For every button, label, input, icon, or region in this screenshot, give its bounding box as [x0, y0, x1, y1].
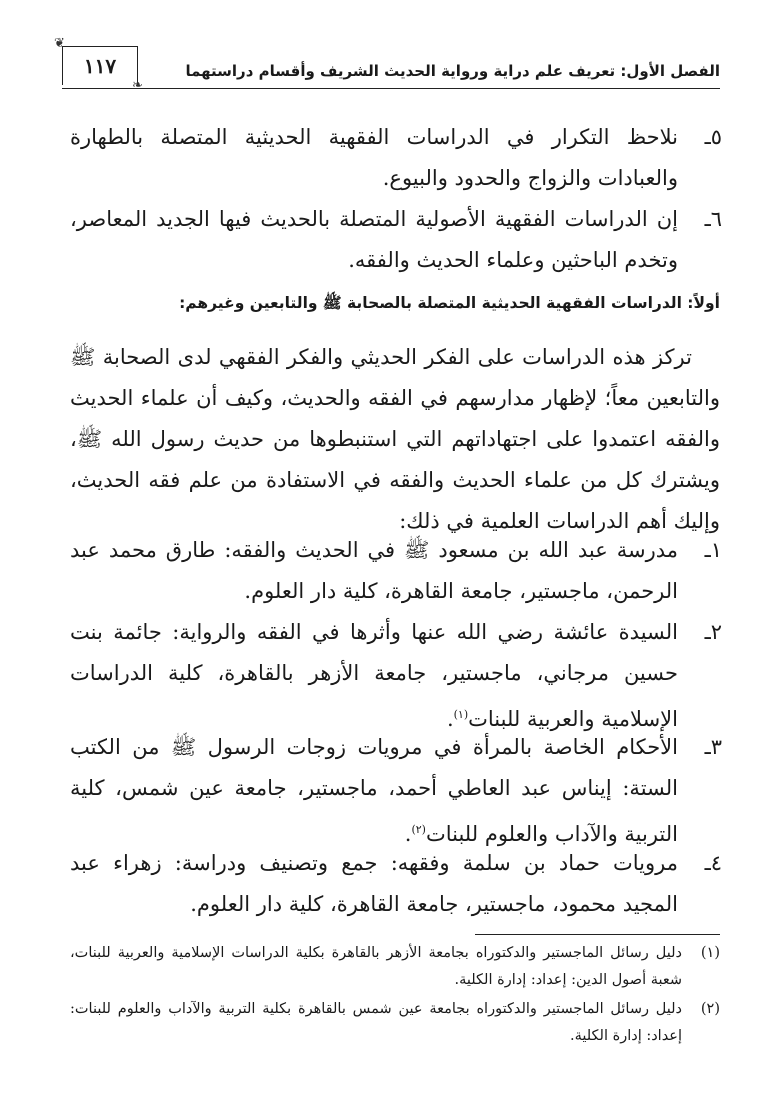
footnote-number: (١)	[700, 945, 720, 961]
list-item	[70, 612, 720, 740]
footnote-rule	[475, 934, 720, 935]
corner-ornament-icon: ❦	[54, 36, 65, 51]
item-text: إن الدراسات الفقهية الأصولية المتصلة بالحديث فيها الجديد المعاصر، وتخدم الباحثين وعلماء الحديث والفقه.	[70, 207, 678, 272]
list-item	[70, 843, 720, 925]
footnote-number: (٢)	[700, 1001, 720, 1017]
item-number: ٦ـ	[704, 207, 722, 231]
item-number: ١ـ	[704, 538, 722, 562]
header-rule	[62, 88, 720, 89]
footnote-ref: (١)	[453, 708, 469, 721]
page-number-box	[62, 46, 138, 85]
body-paragraph: تركز هذه الدراسات على الفكر الحديثي والفكر الفقهي لدى الصحابة ﷺ والتابعين معاً؛ لإظهار مدارسهم في الفقه والحديث، وكيف أن علماء الحديث والفقه اعتمدوا على اجتهاداتهم التي استنبطوها من حديث رسول الله ﷺ، ويشترك كل من علماء الحديث والفقه في الاستفادة من علم فقه الحديث، وإليك أهم الدراسات العلمية في ذلك:	[70, 345, 721, 533]
footnote-ref: (٢)	[411, 823, 426, 836]
section-heading: أولاً: الدراسات الفقهية الحديثية المتصلة بالصحابة ﷺ والتابعين وغيرهم:	[179, 294, 720, 312]
list-item	[70, 530, 720, 612]
footnote	[70, 996, 720, 1050]
list-item	[70, 199, 720, 281]
item-text: الأحكام الخاصة بالمرأة في مرويات زوجات الرسول ﷺ من الكتب الستة: إيناس عبد العاطي أحمد، ماجستير، جامعة عين شمس، كلية التربية والآداب والعلوم للبنات$^{(٢)}$.	[70, 735, 678, 846]
running-header	[54, 36, 720, 93]
item-number: ٢ـ	[704, 620, 722, 644]
item-number: ٣ـ	[704, 735, 722, 759]
footnote	[70, 940, 720, 994]
page-number: ١١٧	[83, 54, 117, 78]
item-text: مدرسة عبد الله بن مسعود ﷺ في الحديث والفقه: طارق محمد عبد الرحمن، ماجستير، جامعة القاهرة، كلية دار العلوم.	[70, 538, 678, 603]
footnote-text: دليل رسائل الماجستير والدكتوراه بجامعة الأزهر بالقاهرة بكلية الدراسات الإسلامية والعربية للبنات، شعبة أصول الدين: إعداد: إدارة الكلية.	[70, 945, 682, 988]
list-item	[70, 727, 720, 855]
item-number: ٤ـ	[704, 851, 722, 875]
corner-ornament-icon: ❧	[132, 78, 143, 93]
item-text: السيدة عائشة رضي الله عنها وأثرها في الفقه والرواية: جائمة بنت حسين مرجاني، ماجستير، جامعة الأزهر بالقاهرة، كلية الدراسات الإسلامية والعربية للبنات$^{(١)}$.	[70, 620, 678, 731]
item-number: ٥ـ	[704, 125, 722, 149]
list-item	[70, 117, 720, 199]
item-text: مرويات حماد بن سلمة وفقهه: جمع وتصنيف ودراسة: زهراء عبد المجيد محمود، ماجستير، جامعة القاهرة، كلية دار العلوم.	[70, 851, 678, 916]
item-text: نلاحظ التكرار في الدراسات الفقهية الحديثية المتصلة بالطهارة والعبادات والزواج والحدود والبيوع.	[70, 125, 678, 190]
chapter-title: الفصل الأول: تعريف علم دراية ورواية الحديث الشريف وأقسام دراستهما	[185, 62, 720, 80]
footnote-text: دليل رسائل الماجستير والدكتوراه بجامعة عين شمس بالقاهرة بكلية التربية والآداب والعلوم للبنات: إعداد: إدارة الكلية.	[70, 1001, 682, 1044]
